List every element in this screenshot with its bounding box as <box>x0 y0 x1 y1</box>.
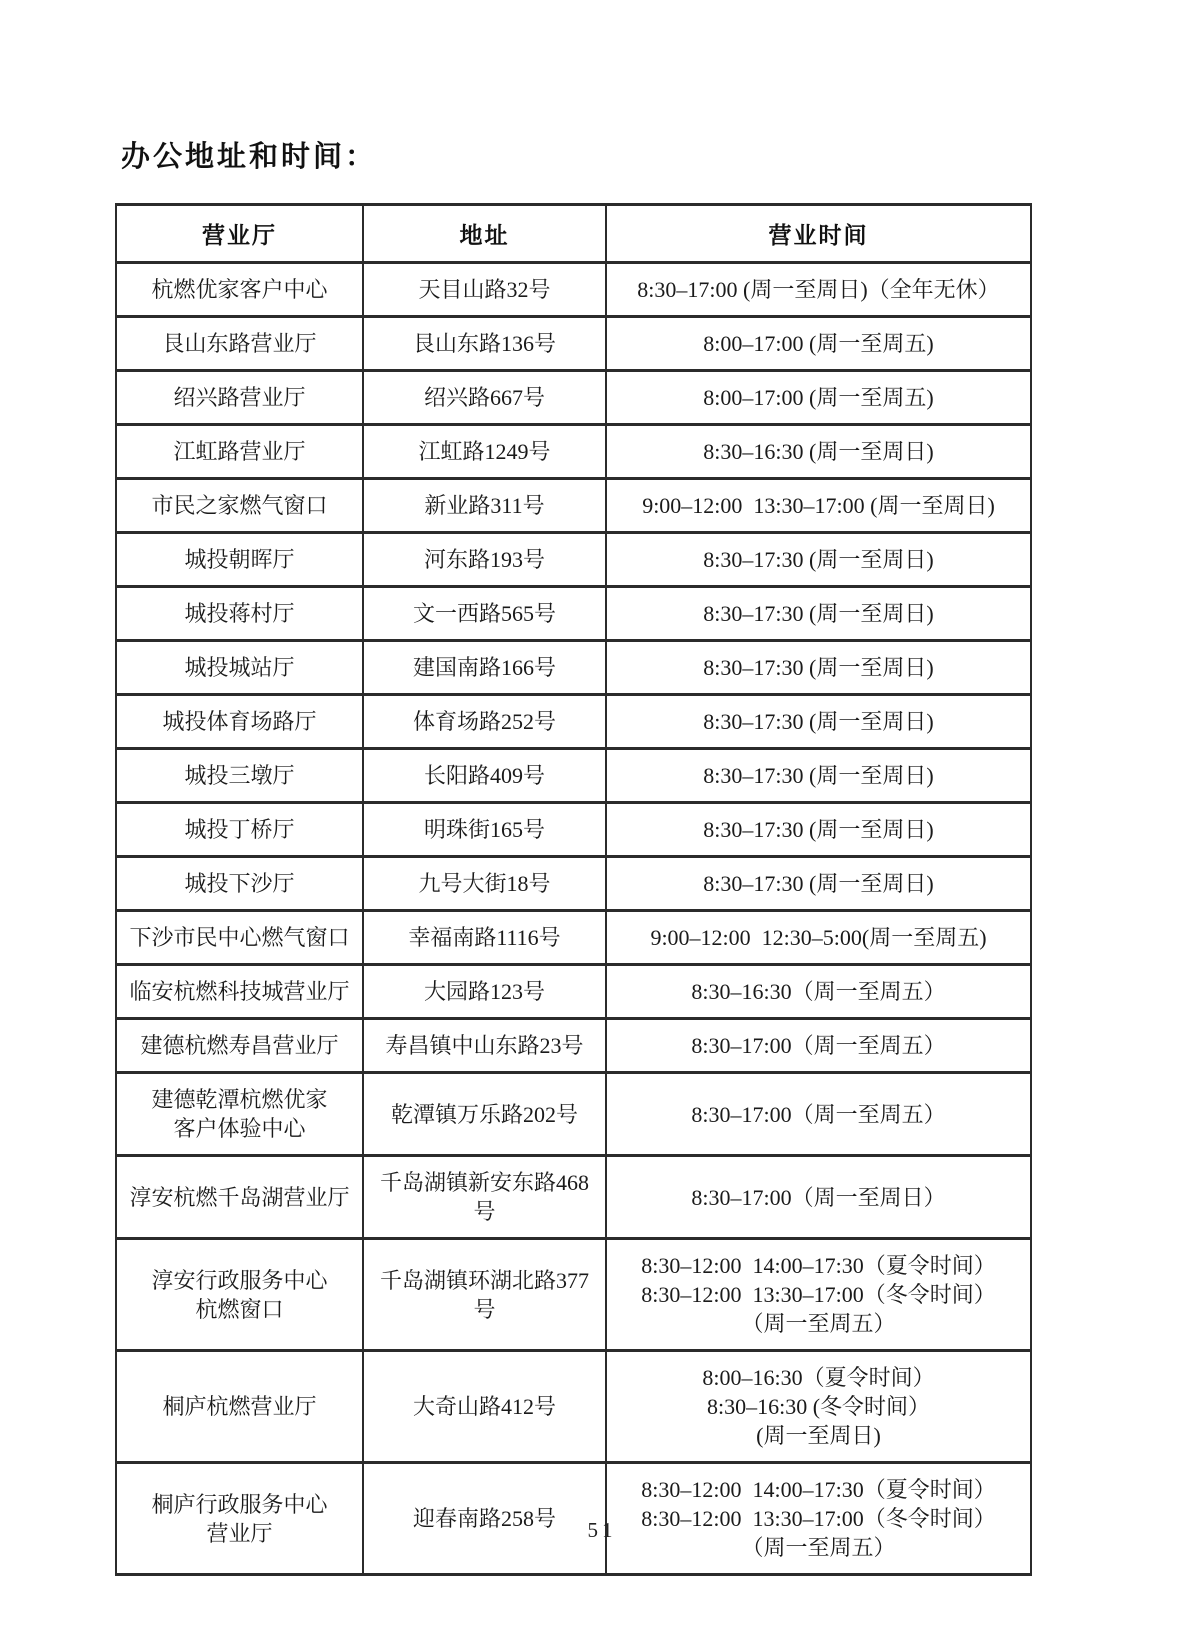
cell-text-line: 8:30–17:30 (周一至周日) <box>703 763 934 788</box>
cell-text-line: 8:00–17:00 (周一至周五) <box>703 331 934 356</box>
cell-text-line: 8:30–17:30 (周一至周日) <box>703 709 934 734</box>
cell-text-line: 市民之家燃气窗口 <box>151 493 328 518</box>
header-address: 地址 <box>363 205 606 263</box>
address-cell <box>363 1156 606 1239</box>
hall-cell <box>116 479 363 533</box>
address-cell <box>363 317 606 371</box>
cell-text-line: 下沙市民中心燃气窗口 <box>129 925 350 950</box>
hall-cell <box>116 1156 363 1239</box>
hall-cell <box>116 263 363 317</box>
cell-text-line: 文一西路565号 <box>412 601 556 626</box>
hours-cell <box>606 641 1031 695</box>
table-row <box>116 911 1031 965</box>
hours-cell <box>606 1351 1031 1463</box>
header-hours: 营业时间 <box>606 205 1031 263</box>
hours-cell <box>606 371 1031 425</box>
cell-text-line: 城投体育场路厅 <box>162 709 317 734</box>
hours-cell <box>606 587 1031 641</box>
cell-text-line: （周一至周五） <box>741 1535 896 1560</box>
cell-text-line: 9:00–12:00 13:30–17:00 (周一至周日) <box>642 493 995 518</box>
hours-cell <box>606 911 1031 965</box>
cell-text-line: 营业厅 <box>206 1520 273 1546</box>
cell-text-line: 绍兴路667号 <box>423 385 545 410</box>
cell-text-line: 8:30–16:30 (冬令时间） <box>706 1394 931 1419</box>
table-row <box>116 371 1031 425</box>
cell-text-line: 8:30–12:00 14:00–17:30（夏令时间） <box>641 1477 996 1502</box>
cell-text-line: 寿昌镇中山东路23号 <box>385 1033 584 1058</box>
cell-text-line: 建国南路166号 <box>412 655 556 680</box>
cell-text-line: 明珠街165号 <box>423 817 545 842</box>
cell-text-line: 天目山路32号 <box>418 277 551 302</box>
cell-text-line: 艮山东路营业厅 <box>162 331 317 356</box>
cell-text-line: （周一至周五） <box>741 1311 896 1336</box>
cell-text-line: 8:30–12:00 14:00–17:30（夏令时间） <box>641 1253 996 1278</box>
cell-text-line: 8:30–17:30 (周一至周日) <box>703 547 934 572</box>
cell-text-line: 城投三墩厅 <box>184 763 295 788</box>
cell-text-line: 9:00–12:00 12:30–5:00(周一至周五) <box>650 925 987 950</box>
address-cell <box>363 695 606 749</box>
hours-cell <box>606 1239 1031 1351</box>
cell-text-line: 8:30–17:30 (周一至周日) <box>703 655 934 680</box>
table-row <box>116 857 1031 911</box>
address-cell <box>363 371 606 425</box>
cell-text-line: 千岛湖镇新安东路468号 <box>379 1170 589 1224</box>
hall-cell <box>116 425 363 479</box>
hall-cell <box>116 1239 363 1351</box>
cell-text-line: 建德乾潭杭燃优家 <box>151 1087 328 1112</box>
cell-text-line: 城投城站厅 <box>184 655 295 680</box>
header-hall: 营业厅 <box>116 205 363 263</box>
cell-text-line: 幸福南路1116号 <box>408 925 561 950</box>
table-body <box>116 263 1031 1575</box>
table-row <box>116 803 1031 857</box>
cell-text-line: 大奇山路412号 <box>412 1394 556 1419</box>
cell-text-line: 乾潭镇万乐路202号 <box>390 1101 578 1127</box>
cell-text-line: 艮山东路136号 <box>412 331 556 356</box>
hall-cell <box>116 1351 363 1463</box>
cell-text-line: 桐庐杭燃营业厅 <box>162 1394 317 1419</box>
cell-text-line: 8:30–17:00 (周一至周日)（全年无休） <box>637 277 1000 302</box>
cell-text-line: 绍兴路营业厅 <box>173 385 306 410</box>
hall-cell <box>116 803 363 857</box>
address-cell <box>363 479 606 533</box>
table-row <box>116 641 1031 695</box>
table-header <box>116 205 1031 263</box>
hall-cell <box>116 857 363 911</box>
hours-cell <box>606 1073 1031 1156</box>
address-cell <box>363 965 606 1019</box>
cell-text-line: 江虹路营业厅 <box>173 439 306 464</box>
hours-cell <box>606 425 1031 479</box>
address-cell <box>363 749 606 803</box>
cell-text-line: 长阳路409号 <box>423 763 545 788</box>
cell-text-line: 8:30–17:00（周一至周日） <box>691 1184 946 1210</box>
cell-text-line: 城投丁桥厅 <box>184 817 295 842</box>
cell-text-line: 8:30–12:00 13:30–17:00（冬令时间） <box>641 1282 996 1307</box>
hours-cell <box>606 965 1031 1019</box>
cell-text-line: 8:30–17:00（周一至周五） <box>691 1033 946 1058</box>
table-row <box>116 587 1031 641</box>
hall-cell <box>116 641 363 695</box>
hall-cell <box>116 317 363 371</box>
table-row <box>116 533 1031 587</box>
cell-text-line: 8:30–16:30（周一至周五） <box>691 979 946 1004</box>
table-row <box>116 1073 1031 1156</box>
table-row <box>116 479 1031 533</box>
hours-cell <box>606 803 1031 857</box>
cell-text-line: 临安杭燃科技城营业厅 <box>129 979 350 1004</box>
address-cell <box>363 587 606 641</box>
cell-text-line: 城投蒋村厅 <box>184 601 295 626</box>
cell-text-line: 8:30–17:30 (周一至周日) <box>703 601 934 626</box>
address-cell <box>363 263 606 317</box>
table-row <box>116 317 1031 371</box>
hall-cell <box>116 1019 363 1073</box>
hours-cell <box>606 1019 1031 1073</box>
cell-text-line: 8:00–16:30（夏令时间） <box>702 1365 935 1390</box>
cell-text-line: 城投下沙厅 <box>184 871 295 896</box>
cell-text-line: 8:30–17:00（周一至周五） <box>691 1101 946 1127</box>
cell-text-line: 杭燃窗口 <box>195 1296 284 1322</box>
office-hours-table <box>115 203 1032 1576</box>
cell-text-line: 建德杭燃寿昌营业厅 <box>140 1033 339 1058</box>
hall-cell <box>116 533 363 587</box>
hours-cell <box>606 533 1031 587</box>
hours-cell <box>606 317 1031 371</box>
cell-text-line: 淳安杭燃千岛湖营业厅 <box>129 1184 350 1210</box>
cell-text-line: 杭燃优家客户中心 <box>151 277 328 302</box>
cell-text-line: 河东路193号 <box>423 547 545 572</box>
hours-cell <box>606 263 1031 317</box>
cell-text-line: 8:30–17:30 (周一至周日) <box>703 817 934 842</box>
address-cell <box>363 857 606 911</box>
address-cell <box>363 911 606 965</box>
cell-text-line: 迎春南路258号 <box>412 1506 556 1531</box>
cell-text-line: 客户体验中心 <box>173 1116 306 1141</box>
cell-text-line: 大园路123号 <box>423 979 545 1004</box>
hours-cell <box>606 479 1031 533</box>
cell-text-line: 8:30–17:30 (周一至周日) <box>703 871 934 896</box>
address-cell <box>363 641 606 695</box>
hall-cell <box>116 1073 363 1156</box>
table-row <box>116 749 1031 803</box>
cell-text-line: 体育场路252号 <box>412 709 556 734</box>
address-cell <box>363 533 606 587</box>
table-row <box>116 425 1031 479</box>
hall-cell <box>116 587 363 641</box>
cell-text-line: 淳安行政服务中心 <box>151 1267 328 1293</box>
hours-cell <box>606 749 1031 803</box>
address-cell <box>363 425 606 479</box>
hours-cell <box>606 695 1031 749</box>
cell-text-line: 桐庐行政服务中心 <box>151 1491 328 1517</box>
address-cell <box>363 1351 606 1463</box>
cell-text-line: 新业路311号 <box>424 493 545 518</box>
cell-text-line: 城投朝晖厅 <box>184 547 295 572</box>
header-row <box>116 205 1031 263</box>
cell-text-line: (周一至周日) <box>756 1423 881 1448</box>
hall-cell <box>116 965 363 1019</box>
table-row <box>116 965 1031 1019</box>
cell-text-line: 8:00–17:00 (周一至周五) <box>703 385 934 410</box>
table-row <box>116 1239 1031 1351</box>
hours-cell <box>606 1156 1031 1239</box>
cell-text-line: 8:30–12:00 13:30–17:00（冬令时间） <box>641 1506 996 1531</box>
cell-text-line: 九号大街18号 <box>418 871 551 896</box>
table-row <box>116 695 1031 749</box>
address-cell <box>363 1239 606 1351</box>
hall-cell <box>116 749 363 803</box>
page-number: 51 <box>587 1518 617 1542</box>
table-row <box>116 1156 1031 1239</box>
cell-text-line: 8:30–16:30 (周一至周日) <box>703 439 934 464</box>
table-row <box>116 1351 1031 1463</box>
hours-cell <box>606 857 1031 911</box>
hall-cell <box>116 371 363 425</box>
page-title: 办公地址和时间： <box>121 141 378 173</box>
address-cell <box>363 803 606 857</box>
address-cell <box>363 1019 606 1073</box>
address-cell <box>363 1073 606 1156</box>
table-row <box>116 1019 1031 1073</box>
cell-text-line: 江虹路1249号 <box>418 439 551 464</box>
hall-cell <box>116 695 363 749</box>
table-row <box>116 263 1031 317</box>
hall-cell <box>116 911 363 965</box>
cell-text-line: 千岛湖镇环湖北路377号 <box>379 1267 589 1322</box>
